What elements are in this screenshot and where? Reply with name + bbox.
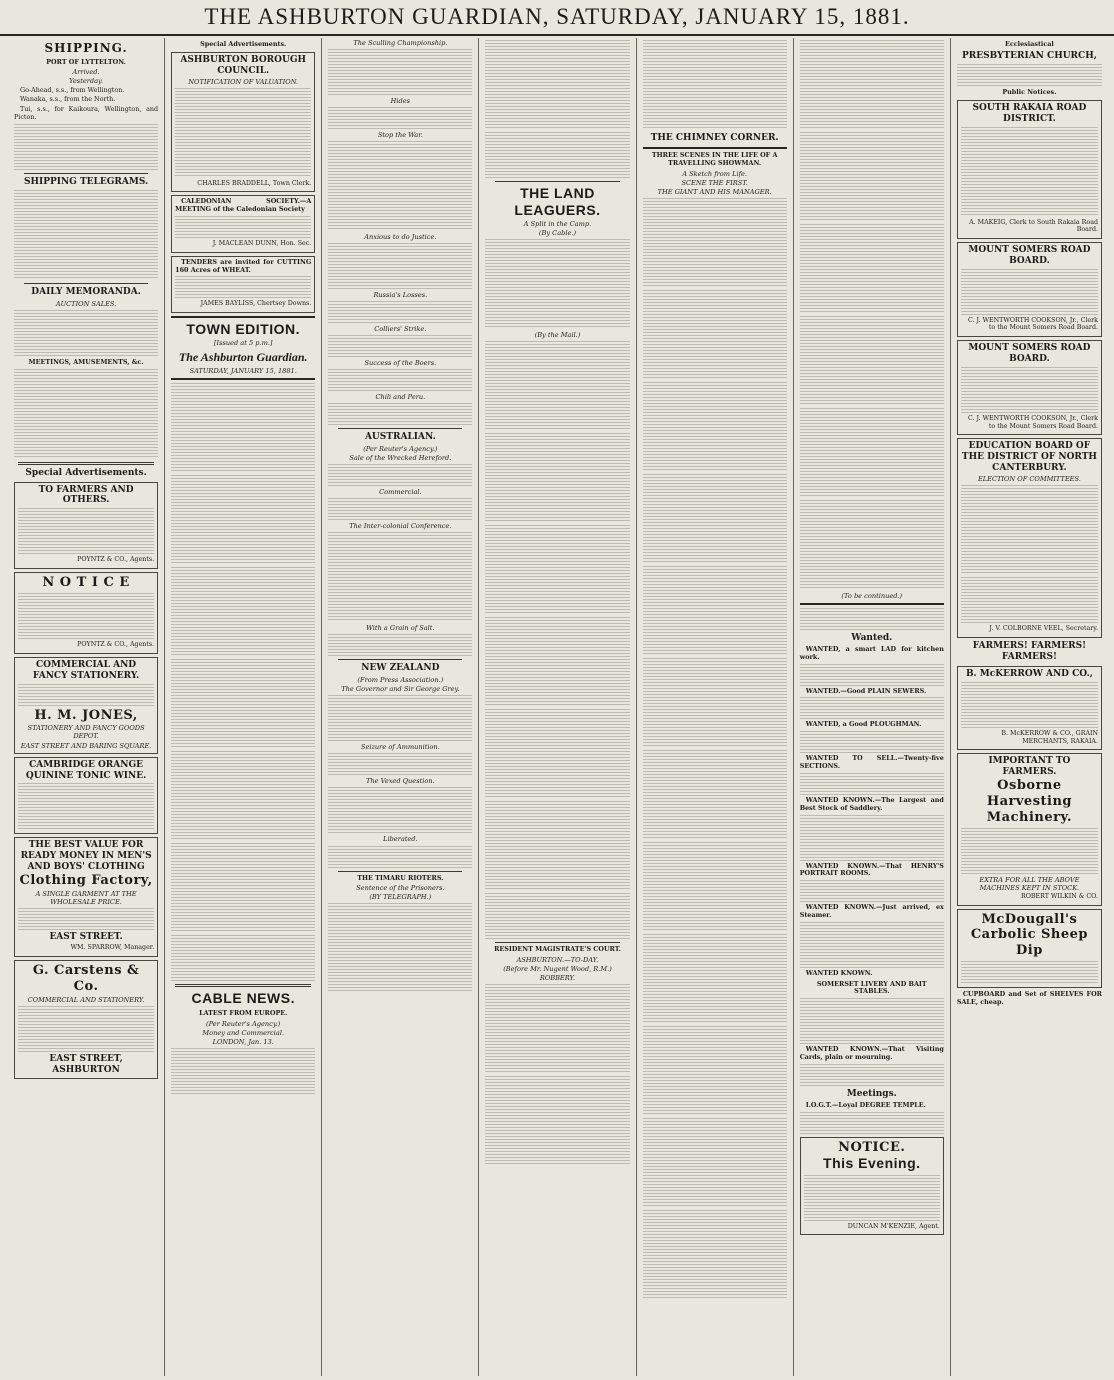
shipping-heading: SHIPPING. <box>44 41 128 55</box>
magistrate-label: (Before Mr. Nugent Wood, R.M.) <box>503 965 612 974</box>
text-block <box>18 1006 154 1052</box>
jones-name: H. M. JONES, <box>34 707 138 723</box>
chimney-corner-title: THE CHIMNEY CORNER. <box>650 133 779 143</box>
education-notice <box>957 438 1102 638</box>
divider <box>800 603 944 605</box>
town-edition-title: TOWN EDITION. <box>186 321 300 338</box>
salt-heading: With a Grain of Salt. <box>366 624 435 633</box>
wanted-ad: WANTED KNOWN.—The Largest and Best Stock of Saddlery. <box>799 795 944 812</box>
agency-label: (Per Reuter's Agency.) <box>206 1019 281 1028</box>
meetings-heading: MEETINGS, AMUSEMENTS, &c. <box>28 357 144 366</box>
governor-heading: The Governor and Sir George Grey. <box>341 685 460 694</box>
wanted-ad: WANTED TO SELL.—Twenty-five SECTIONS. <box>799 754 944 771</box>
somerset-heading: SOMERSET LIVERY AND BAIT STABLES. <box>816 979 927 996</box>
wanted-ad: WANTED KNOWN. <box>805 968 873 977</box>
giant-heading: THE GIANT AND HIS MANAGER. <box>657 187 772 196</box>
memoranda-heading: DAILY MEMORANDA. <box>31 286 141 297</box>
yesterday-label: Yesterday. <box>69 77 103 86</box>
notice-ad <box>14 572 158 654</box>
quinine-title: CAMBRIDGE ORANGE QUININE TONIC WINE. <box>25 759 147 781</box>
text-block <box>328 846 472 868</box>
public-notices-heading: Public Notices. <box>1002 87 1057 96</box>
wanted-heading: Wanted. <box>851 633 893 644</box>
timaru-heading: THE TIMARU RIOTERS. <box>357 873 444 882</box>
text-block <box>485 40 629 130</box>
text-block <box>328 49 472 95</box>
council-title: ASHBURTON BOROUGH COUNCIL. <box>180 54 307 76</box>
issued-time: [Issued at 5 p.m.] <box>213 339 273 348</box>
somers2-title: MOUNT SOMERS ROAD BOARD. <box>968 343 1091 365</box>
colliers-heading: Colliers' Strike. <box>374 325 427 334</box>
ecclesiastical-heading: Ecclesiastical <box>1005 40 1054 48</box>
carstens-subtitle: COMMERCIAL AND STATIONERY. <box>27 995 145 1004</box>
mcdougall-ad <box>957 909 1102 989</box>
oddfellows-notice: I.O.G.T.—Loyal DEGREE TEMPLE. <box>805 1100 926 1109</box>
important-title: IMPORTANT TO FARMERS. <box>988 756 1071 778</box>
commercial-title: COMMERCIAL AND FANCY STATIONERY. <box>32 659 140 681</box>
text-block <box>800 316 944 406</box>
text-block <box>800 922 944 968</box>
farmers-ad <box>14 482 158 570</box>
divider <box>495 181 619 182</box>
text-block <box>643 382 787 472</box>
anxious-heading: Anxious to do Justice. <box>364 233 437 242</box>
quinine-ad <box>14 757 158 835</box>
jones-ad <box>14 657 158 754</box>
somers2-signature: C. J. WENTWORTH COOKSON, Jr., Clerk to the Mount Somers Road Board. <box>967 415 1098 430</box>
text-block <box>14 124 158 170</box>
arrived-label: Arrived. <box>72 68 100 77</box>
valuation-title: NOTIFICATION OF VALUATION. <box>188 77 299 86</box>
text-block <box>328 141 472 231</box>
text-block <box>800 408 944 498</box>
ship-entry: Wanaka, s.s., from the North. <box>20 95 116 104</box>
special-heading: Special Advertisements. <box>200 40 287 48</box>
evening-ad <box>800 1137 944 1236</box>
text-block <box>961 367 1098 413</box>
scenes-title: THREE SCENES IN THE LIFE OF A TRAVELLING SHOWMAN. <box>651 150 778 167</box>
manager-signature: WM. SPARROW, Manager. <box>70 944 155 952</box>
text-block <box>643 290 787 380</box>
text-block <box>485 709 629 799</box>
continued-label: (To be continued.) <box>841 592 903 600</box>
text-block <box>643 750 787 840</box>
rakaia-title: SOUTH RAKAIA ROAD DISTRICT. <box>972 102 1087 124</box>
text-block <box>171 567 315 657</box>
text-block <box>643 40 787 130</box>
jones-subtitle: STATIONERY AND FANCY GOODS DEPOT. <box>27 724 145 741</box>
sentence-heading: Sentence of the Prisoners. <box>356 884 445 893</box>
text-block <box>18 684 154 706</box>
telegraph-label: (BY TELEGRAPH.) <box>369 893 432 902</box>
divider <box>643 147 787 149</box>
notice-ad-title: N O T I C E <box>42 575 130 591</box>
divider <box>175 984 311 987</box>
wanted-ad: WANTED KNOWN.—That Visiting Cards, plain or mourning. <box>799 1045 944 1061</box>
by-mail-label: (By the Mail.) <box>534 331 581 340</box>
carstens-name: G. Carstens & Co. <box>32 962 140 994</box>
text-block <box>171 843 315 933</box>
tenders-title: TENDERS are invited for CUTTING 160 Acres of WHEAT. <box>175 257 312 274</box>
text-block <box>961 485 1098 575</box>
latest-europe: LATEST FROM EUROPE. <box>199 1008 288 1017</box>
ship-entry: Go-Ahead, s.s., from Wellington. <box>20 85 125 94</box>
notice-title: NOTICE. <box>838 1139 906 1155</box>
divider <box>24 173 148 174</box>
text-block <box>800 773 944 795</box>
mckerrow-title: B. McKERROW AND CO., <box>965 668 1093 679</box>
farmers-ad-title: TO FARMERS AND OTHERS. <box>38 484 134 506</box>
mckerrow-signature: B. McKERROW & CO., GRAIN MERCHANTS, RAKAIA. <box>1001 729 1098 745</box>
text-block <box>961 269 1098 315</box>
caledonian-title: CALEDONIAN SOCIETY.—A MEETING of the Caledonian Society <box>175 197 312 214</box>
notice-ad-signature: POYNTZ & CO., Agents. <box>77 640 155 648</box>
wanted-ad: WANTED, a Good PLOUGHMAN. <box>805 720 922 729</box>
reuters-label: (Per Reuter's Agency.) <box>363 445 438 454</box>
text-block <box>957 64 1102 86</box>
text-block <box>328 464 472 486</box>
text-block <box>328 301 472 323</box>
nz-heading: NEW ZEALAND <box>361 663 440 674</box>
liberated-heading: Liberated. <box>383 835 418 844</box>
wanted-ad: WANTED.—Good PLAIN SEWERS. <box>805 686 927 695</box>
somers-notice <box>957 242 1102 337</box>
text-block <box>800 1064 944 1086</box>
by-cable-label: (By Cable.) <box>538 229 577 238</box>
education-title: EDUCATION BOARD OF THE DISTRICT OF NORTH CANTERBURY. <box>961 441 1097 474</box>
text-block <box>328 403 472 425</box>
text-block <box>800 697 944 719</box>
text-block <box>961 828 1098 874</box>
vexed-heading: The Vexed Question. <box>366 777 435 786</box>
cable-news-title: CABLE NEWS. <box>191 989 295 1006</box>
text-block <box>328 243 472 289</box>
column-6 <box>794 38 951 1376</box>
divider <box>338 871 462 872</box>
text-block <box>961 127 1098 217</box>
auction-heading: AUCTION SALES. <box>55 299 117 308</box>
column-4 <box>479 38 636 1376</box>
education-signature: J. V. COLBORNE VEEL, Secretary. <box>989 625 1098 633</box>
text-block <box>961 961 1098 983</box>
east-street: EAST STREET. <box>49 932 123 943</box>
special-heading: Special Advertisements. <box>25 467 147 478</box>
somers2-notice <box>957 340 1102 435</box>
divider <box>171 378 315 380</box>
caledonian-signature: J. MACLEAN DUNN, Hon. Sec. <box>212 240 312 248</box>
caledonian-ad <box>171 195 315 252</box>
text-block <box>800 664 944 686</box>
port-heading: PORT OF LYTTELTON. <box>46 57 126 66</box>
tenders-ad <box>171 256 315 313</box>
osborne-title: Osborne Harvesting Machinery. <box>986 778 1073 825</box>
divider <box>495 942 619 943</box>
divider <box>338 428 462 429</box>
text-block <box>328 532 472 622</box>
telegrams-heading: SHIPPING TELEGRAMS. <box>23 176 149 187</box>
text-block <box>18 508 154 554</box>
text-block <box>171 659 315 749</box>
osborne-ad <box>957 753 1102 905</box>
text-block <box>328 498 472 520</box>
divider <box>18 462 154 465</box>
commercial-heading: Commercial. <box>379 488 422 497</box>
text-block <box>328 903 472 993</box>
text-block <box>18 783 154 829</box>
text-block <box>485 801 629 891</box>
text-block <box>328 787 472 833</box>
text-block <box>800 998 944 1044</box>
boers-heading: Success of the Boers. <box>364 359 437 368</box>
text-block <box>328 107 472 129</box>
wilkin-signature: ROBERT WILKIN & CO. <box>1020 892 1098 900</box>
rakaia-notice <box>957 100 1102 239</box>
hides-heading: Hides <box>390 97 411 106</box>
text-block <box>328 695 472 741</box>
text-block <box>485 239 629 329</box>
text-block <box>14 369 158 459</box>
hereford-heading: Sale of the Wrecked Hereford. <box>349 454 452 463</box>
auctioneer-signature: DUNCAN M'KENZIE, Agent. <box>847 1222 940 1230</box>
somers-signature: C. J. WENTWORTH COOKSON, Jr., Clerk to the Mount Somers Road Board. <box>967 316 1098 332</box>
text-block <box>18 593 154 639</box>
robbery-heading: ROBBERY. <box>539 974 576 983</box>
split-subtitle: A Split in the Camp. <box>523 220 592 229</box>
presbyterian-title: PRESBYTERIAN CHURCH, <box>961 50 1097 61</box>
carstens-address: EAST STREET, ASHBURTON <box>49 1053 123 1075</box>
text-block <box>800 224 944 314</box>
text-block <box>14 310 158 356</box>
text-block <box>961 682 1098 728</box>
text-block <box>485 433 629 523</box>
text-block <box>485 1076 629 1166</box>
text-block <box>643 1210 787 1300</box>
text-block <box>485 984 629 1074</box>
column-5 <box>637 38 794 1376</box>
columns <box>8 38 1108 1376</box>
wanted-ad: WANTED KNOWN.—That HENRY'S PORTRAIT ROOMS. <box>799 861 944 878</box>
divider <box>338 659 462 660</box>
wanted-ad: WANTED, a smart LAD for kitchen work. <box>799 645 944 661</box>
clothing-factory-title: Clothing Factory, <box>19 873 153 889</box>
text-block <box>643 566 787 656</box>
text-block <box>643 658 787 748</box>
scene-heading: SCENE THE FIRST. <box>681 178 748 187</box>
carstens-ad <box>14 960 158 1079</box>
column-2 <box>165 38 322 1376</box>
text-block <box>485 341 629 431</box>
text-block <box>175 216 311 238</box>
divider <box>171 316 315 318</box>
court-dateline: ASHBURTON.—TO-DAY. <box>516 956 599 965</box>
clothing-ad <box>14 837 158 956</box>
cupboard-ad: CUPBOARD and Set of SHELVES FOR SALE, cheap. <box>956 990 1102 1006</box>
colonies-heading: The Inter-colonial Conference. <box>349 522 452 531</box>
text-block <box>328 335 472 357</box>
text-block <box>643 474 787 564</box>
text-block <box>485 893 629 939</box>
text-block <box>171 1048 315 1094</box>
tenders-signature: JAMES BAYLISS, Chertsey Downs. <box>200 300 312 308</box>
text-block <box>171 383 315 473</box>
council-signature: CHARLES BRADDELL, Town Clerk. <box>197 179 312 187</box>
rakaia-signature: A. MAKEIG, Clerk to South Rakaia Road Board. <box>969 218 1098 234</box>
text-block <box>800 731 944 753</box>
column-1 <box>8 38 165 1376</box>
text-block <box>643 842 787 932</box>
text-block <box>328 753 472 775</box>
text-block <box>175 88 311 178</box>
text-block <box>171 935 315 981</box>
text-block <box>328 634 472 656</box>
text-block <box>800 500 944 590</box>
text-block <box>800 132 944 222</box>
land-leaguers-title: THE LAND LEAGUERS. <box>514 185 601 219</box>
chili-heading: Chili and Peru. <box>375 393 426 402</box>
text-block <box>800 1112 944 1134</box>
farmers-ad-signature: POYNTZ & CO., Agents. <box>77 556 155 564</box>
text-block <box>485 525 629 615</box>
text-block <box>485 617 629 707</box>
council-ad <box>171 52 315 193</box>
text-block <box>800 880 944 902</box>
text-block <box>643 1118 787 1208</box>
jones-address: EAST STREET AND BARING SQUARE. <box>20 741 152 750</box>
ship-entry: Tui, s.s., for Kaikoura, Wellington, and Picton. <box>14 105 159 121</box>
russia-heading: Russia's Losses. <box>373 291 428 300</box>
text-block <box>643 198 787 288</box>
sketch-subtitle: A Sketch from Life. <box>682 169 748 178</box>
paper-name: The Ashburton Guardian. <box>178 350 308 365</box>
london-dateline: LONDON, Jan. 13. <box>212 1037 274 1046</box>
paper-date: SATURDAY, JANUARY 15, 1881. <box>189 366 297 375</box>
column-7 <box>951 38 1108 1376</box>
wanted-ad: WANTED KNOWN.—Just arrived, ex Steamer. <box>799 903 944 919</box>
australian-heading: AUSTRALIAN. <box>364 432 436 443</box>
resident-court-heading: RESIDENT MAGISTRATE'S COURT. <box>494 945 621 954</box>
text-block <box>961 577 1098 623</box>
text-block <box>643 934 787 1024</box>
money-heading: Money and Commercial. <box>202 1028 285 1037</box>
text-block <box>485 132 629 178</box>
text-block <box>328 369 472 391</box>
meetings-heading: Meetings. <box>846 1088 897 1099</box>
text-block <box>804 1175 940 1221</box>
text-block <box>800 608 944 630</box>
masthead-title: THE ASHBURTON GUARDIAN, SATURDAY, JANUARY 15, 1881. <box>0 0 1114 36</box>
mcdougall-title: McDougall's Carbolic Sheep Dip <box>970 911 1088 959</box>
text-block <box>18 908 154 930</box>
text-block <box>175 276 311 298</box>
divider <box>24 283 148 284</box>
somers-title: MOUNT SOMERS ROAD BOARD. <box>968 244 1091 266</box>
press-label: (From Press Association.) <box>357 676 444 685</box>
text-block <box>800 40 944 130</box>
text-block <box>171 751 315 841</box>
text-block <box>171 475 315 565</box>
wholesale-line: A SINGLE GARMENT AT THE WHOLESALE PRICE. <box>35 890 137 907</box>
best-value-title: THE BEST VALUE FOR READY MONEY IN MEN'S AND BOYS' CLOTHING <box>20 840 152 873</box>
election-heading: ELECTION OF COMMITTEES. <box>977 475 1081 484</box>
mckerrow-ad <box>957 666 1102 750</box>
evening-title: This Evening. <box>823 1155 921 1172</box>
seizure-heading: Seizure of Ammunition. <box>360 743 440 752</box>
text-block <box>643 1026 787 1116</box>
text-block <box>14 190 158 280</box>
text-block <box>800 815 944 861</box>
farmers-heading: FARMERS! FARMERS! FARMERS! <box>972 641 1087 663</box>
stop-war-heading: Stop the War. <box>377 131 423 140</box>
price-line: EXTRA FOR ALL THE ABOVE MACHINES KEPT IN STOCK. <box>979 875 1080 892</box>
sculling-heading: The Sculling Championship. <box>353 39 448 47</box>
column-3 <box>322 38 479 1376</box>
